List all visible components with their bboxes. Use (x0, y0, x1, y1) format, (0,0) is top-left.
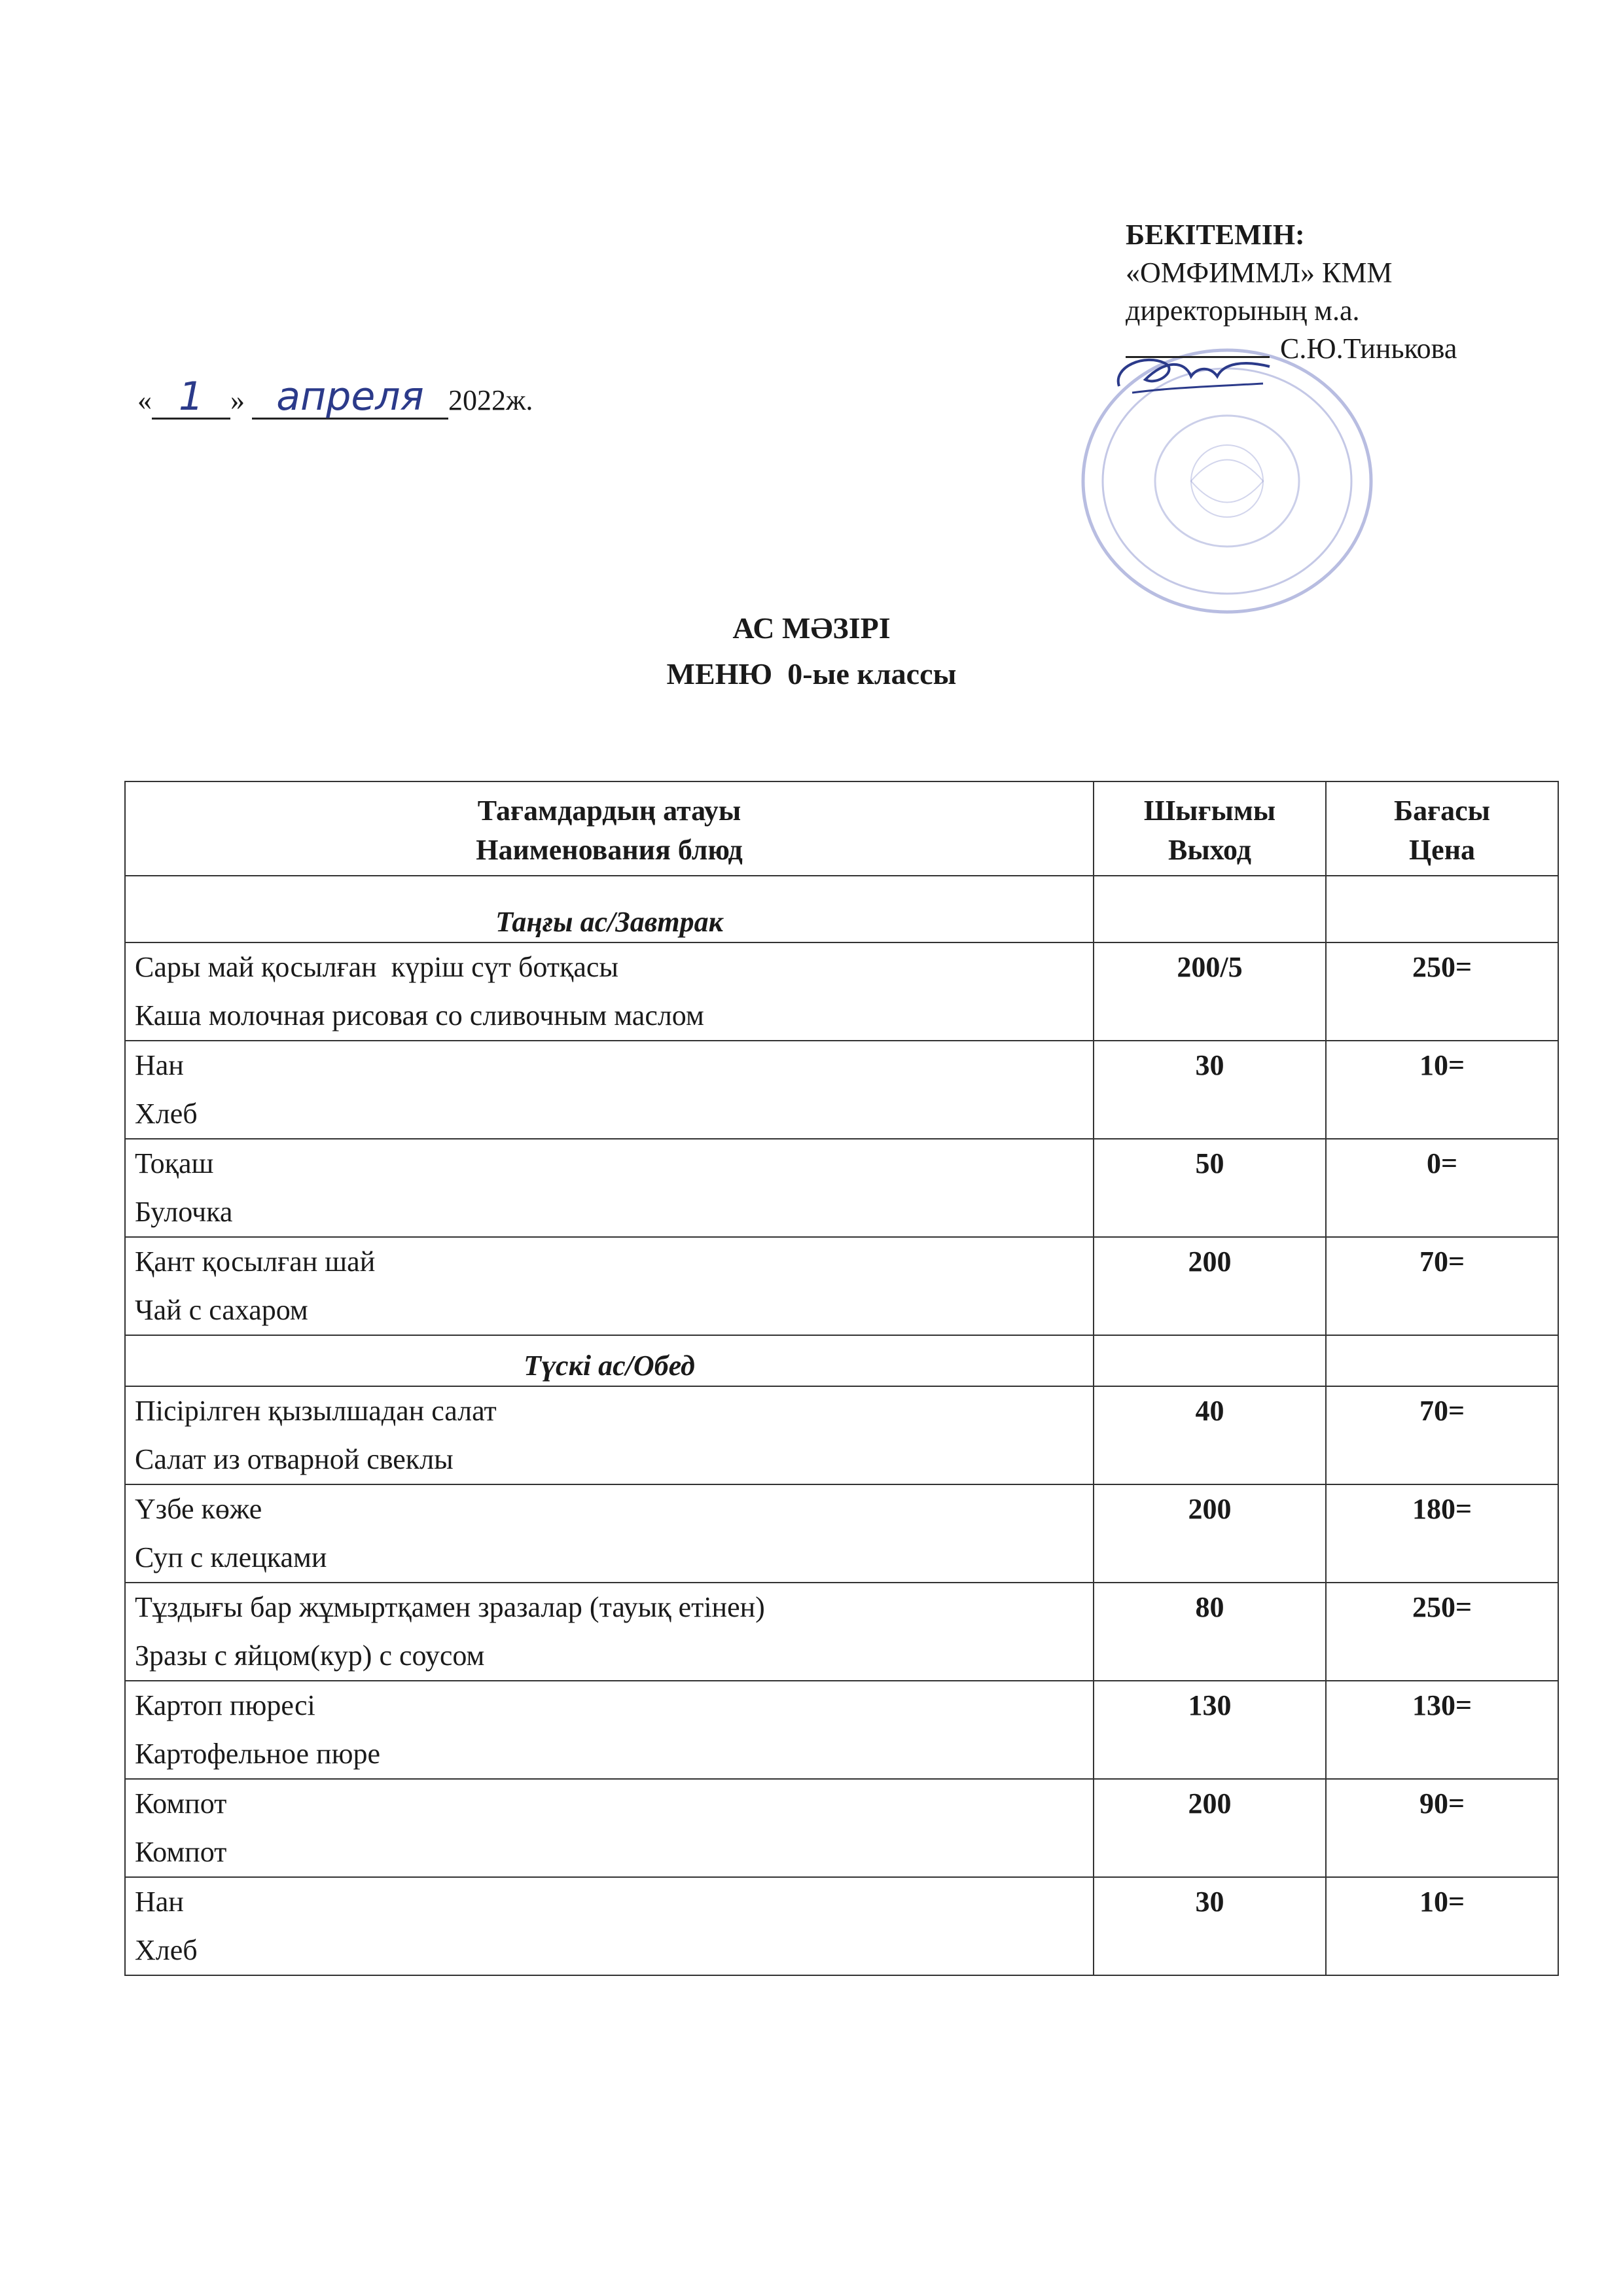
approval-organization: «ОМФИММЛ» КММ (1126, 257, 1393, 289)
dish-name: Пісірілген қызылшадан салат Салат из отварной свеклы (125, 1386, 1094, 1484)
menu-title-ru: МЕНЮ 0-ые классы (666, 657, 957, 691)
dish-price: 10= (1326, 1041, 1558, 1139)
dish-output: 30 (1094, 1877, 1326, 1975)
approval-role: директорының м.а. (1126, 295, 1360, 327)
approval-title: БЕКІТЕМІН: (1126, 219, 1305, 251)
dish-output: 50 (1094, 1139, 1326, 1237)
dish-price: 70= (1326, 1237, 1558, 1335)
table-row (125, 1139, 1558, 1237)
approver-name: С.Ю.Тинькова (1280, 332, 1457, 365)
dish-price: 250= (1326, 942, 1558, 1041)
dish-price: 70= (1326, 1386, 1558, 1484)
dish-output: 200 (1094, 1779, 1326, 1877)
dish-output: 200 (1094, 1484, 1326, 1583)
dish-name: Компот Компот (125, 1779, 1094, 1877)
dish-output: 130 (1094, 1681, 1326, 1779)
date-month: апреля (252, 380, 448, 420)
table-header-row (125, 781, 1558, 876)
dish-name: Нан Хлеб (125, 1041, 1094, 1139)
dish-name: Үзбе көже Суп с клецками (125, 1484, 1094, 1583)
table-row (125, 1583, 1558, 1681)
dish-name: Тұздығы бар жұмыртқамен зразалар (тауық етінен) Зразы с яйцом(кур) с соусом (125, 1583, 1094, 1681)
dish-price: 0= (1326, 1139, 1558, 1237)
dish-price: 10= (1326, 1877, 1558, 1975)
dish-name: Қант қосылған шай Чай с сахаром (125, 1237, 1094, 1335)
dish-price: 250= (1326, 1583, 1558, 1681)
section-row-lunch (125, 1335, 1558, 1386)
section-row-breakfast (125, 876, 1558, 942)
table-row (125, 1041, 1558, 1139)
table-row (125, 1877, 1558, 1975)
table-row (125, 1779, 1558, 1877)
menu-table (124, 781, 1559, 1976)
dish-output: 40 (1094, 1386, 1326, 1484)
dish-price: 90= (1326, 1779, 1558, 1877)
dish-output: 80 (1094, 1583, 1326, 1681)
dish-name: Нан Хлеб (125, 1877, 1094, 1975)
table-row (125, 1484, 1558, 1583)
menu-title-kz: АС МӘЗІРІ (732, 611, 891, 645)
date-open-quote: « (137, 384, 152, 416)
date-day: 1 (152, 380, 230, 420)
header-price: Бағасы Цена (1326, 781, 1558, 876)
header-dish-name: Тағамдардың атауы Наименования блюд (125, 781, 1094, 876)
date-year: 2022ж. (448, 384, 533, 416)
header-output: Шығымы Выход (1094, 781, 1326, 876)
dish-output: 30 (1094, 1041, 1326, 1139)
dish-output: 200 (1094, 1237, 1326, 1335)
section-title: Түскі ас/Обед (125, 1335, 1094, 1386)
dish-price: 180= (1326, 1484, 1558, 1583)
table-row (125, 1681, 1558, 1779)
dish-name: Сары май қосылған күріш сүт ботқасы Каша молочная рисовая со сливочным маслом (125, 942, 1094, 1041)
dish-output: 200/5 (1094, 942, 1326, 1041)
table-row (125, 942, 1558, 1041)
table-row (125, 1237, 1558, 1335)
dish-name: Картоп пюресі Картофельное пюре (125, 1681, 1094, 1779)
section-title: Таңғы ас/Завтрак (125, 876, 1094, 942)
dish-name: Тоқаш Булочка (125, 1139, 1094, 1237)
document-date (137, 374, 533, 420)
date-close-quote: » (230, 384, 245, 416)
dish-price: 130= (1326, 1681, 1558, 1779)
table-row (125, 1386, 1558, 1484)
handwritten-signature (1106, 340, 1276, 406)
